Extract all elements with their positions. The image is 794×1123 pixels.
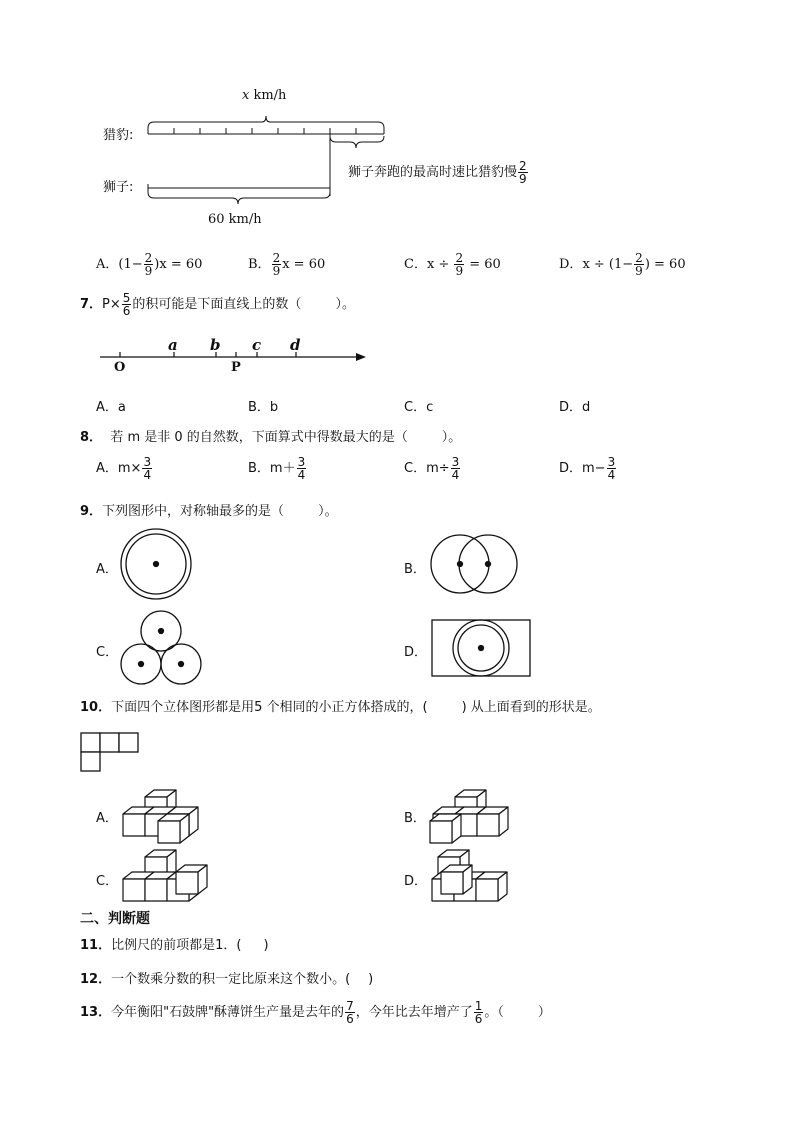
q10-option-c[interactable]: C． [96, 874, 119, 889]
q7-stem: 7．P× $\frac{5}{6}$ 的积可能是下面直线上的数（ ）。 [80, 291, 355, 318]
q9-option-a[interactable]: A． [96, 562, 118, 577]
lion-speed-label: 60 km/h [208, 212, 262, 227]
cube [430, 814, 461, 843]
q7-option-d[interactable]: D．d [559, 400, 591, 415]
cube [477, 807, 508, 836]
q6-option-d[interactable]: D．x ÷ (1− $\frac{2}{9}$ ) = 60 [559, 251, 686, 278]
q7-option-a[interactable]: A．a [96, 400, 126, 415]
section-title: 二、判断题 [80, 911, 150, 927]
cube [476, 872, 507, 901]
cube [158, 814, 189, 843]
top-view-shape [81, 733, 138, 771]
q10-option-a[interactable]: A． [96, 811, 118, 826]
q6-option-c[interactable]: C．x ÷ $\frac{2}{9}$ = 60 [404, 251, 501, 278]
q13: 13．今年衡阳"石鼓牌"酥薄饼生产量是去年的 $\frac{7}{6}$ ，今年比去年增产了 $\frac{1}{6}$ 。（ ） [80, 999, 551, 1026]
number-line-label-o: O [114, 360, 126, 375]
lion-label: 狮子: [103, 180, 134, 195]
q10-stem: 10．下面四个立体图形都是用5 个相同的小正方体搭成的，( ) 从上面看到的形状是。 [80, 700, 601, 715]
cheetah-speed-label: x km/h [242, 88, 287, 103]
number-line-label-p: P [231, 360, 241, 375]
q8-option-c[interactable]: C．m÷ $\frac{3}{4}$ [404, 455, 460, 482]
q9-option-c[interactable]: C． [96, 645, 119, 660]
q10-option-d[interactable]: D． [404, 874, 428, 889]
number-line-label-b: b [210, 336, 221, 354]
q7-option-c[interactable]: C．c [404, 400, 434, 415]
q8-option-a[interactable]: A．m× $\frac{3}{4}$ [96, 455, 152, 482]
q11: 11．比例尺的前项都是1．( ) [80, 938, 269, 953]
number-line-label-d: d [290, 336, 301, 354]
q8-option-d[interactable]: D．m− $\frac{3}{4}$ [559, 455, 616, 482]
q9-option-b[interactable]: B． [404, 562, 426, 577]
q10-option-b[interactable]: B． [404, 811, 426, 826]
number-line-label-a: a [168, 336, 178, 354]
q7-option-b[interactable]: B．b [248, 400, 279, 415]
q6-option-b[interactable]: B． $\frac{2}{9}$ x = 60 [248, 251, 326, 278]
q6-option-a[interactable]: A．(1− $\frac{2}{9}$ )x = 60 [96, 251, 203, 278]
cheetah-label: 猎豹: [103, 128, 134, 143]
q9-stem: 9．下列图形中，对称轴最多的是（ ）。 [80, 504, 338, 519]
number-line-label-c: c [252, 336, 262, 354]
cube [441, 865, 472, 894]
q8-stem: 8． 若 m 是非 0 的自然数，下面算式中得数最大的是（ ）。 [80, 430, 462, 445]
q9-option-d[interactable]: D． [404, 645, 428, 660]
diagram-note: 狮子奔跑的最高时速比猎豹慢 $\frac{2}{9}$ [348, 159, 527, 186]
q8-option-b[interactable]: B．m＋ $\frac{3}{4}$ [248, 455, 306, 482]
q12: 12．一个数乘分数的积一定比原来这个数小。( ) [80, 972, 374, 987]
cube [176, 865, 207, 894]
